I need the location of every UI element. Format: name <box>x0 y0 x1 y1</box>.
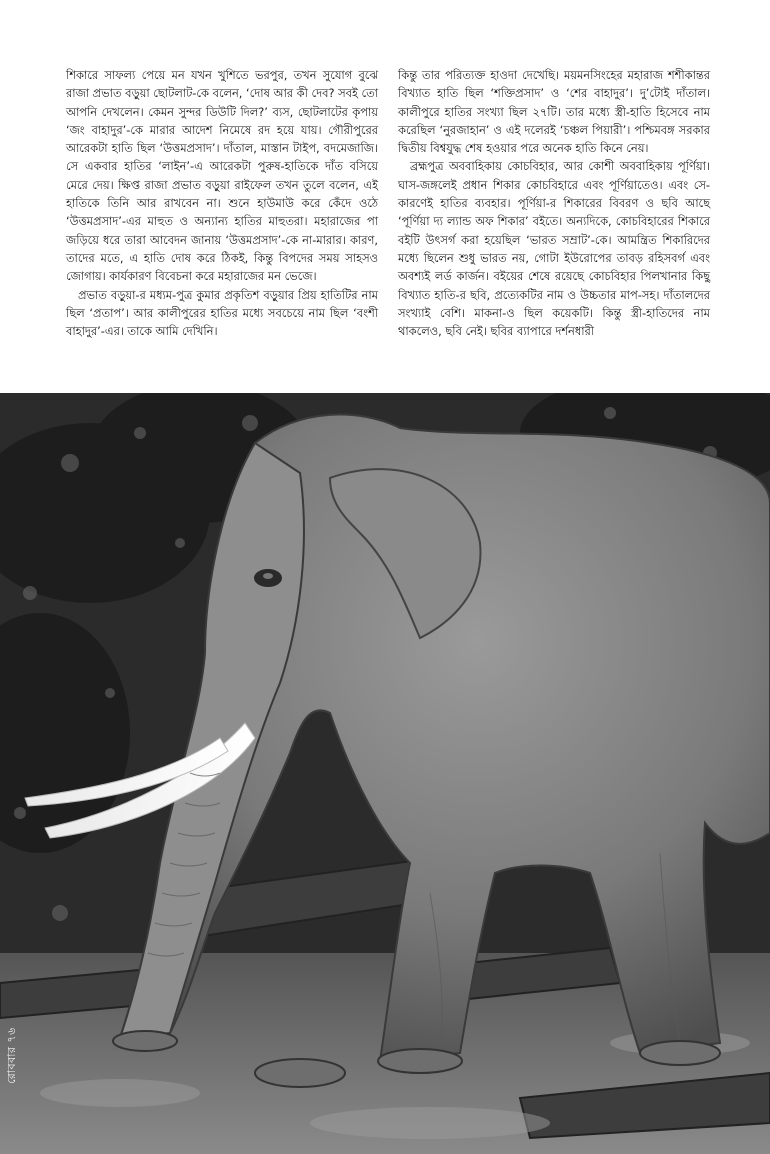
article-paragraph: প্রভাত বড়ুয়া-র মধ্যম-পুত্র কুমার প্রকৃতিশ বড়ুয়ার প্রিয় হাতিটির নাম ছিল ‘প্রতাপ’। আর কালীপুরের হাতির মধ্যে সবচেয়ে নাম ছিল ‘বংশী বাহাদুর’-এর। তাকে আমি দেখিনি। <box>66 287 378 339</box>
article-column-right <box>398 66 710 340</box>
article-text-area <box>0 0 770 393</box>
article-paragraph: শিকারে সাফল্য পেয়ে মন যখন খুশিতে ভরপুর, তখন সুযোগ বুঝে রাজা প্রভাত বড়ুয়া ছোটলাট-কে বলেন, ‘দোষ আর কী দেব? সবই তো আপনি দেখলেন। কেমন সুন্দর ডিউটি দিল?’ ব্যস, ছোটলাটের কৃপায় ‘জং বাহাদুর’-কে মারার আদেশ নিমেষে রদ হয়ে যায়। গৌরীপুরের আরেকটা হাতি ছিল ‘উত্তমপ্রসাদ’। দাঁতাল, মাস্তান টাইপ, বদমেজাজি। সে একবার হাতির ‘লাইন’-এ আরেকটা পুরুষ-হাতিকে দাঁত বসিয়ে মেরে দেয়। ক্ষিপ্ত রাজা প্রভাত বড়ুয়া রাইফেল তখন তুলে বলেন, এই হাতিকে তিনি আর রাখবেন না। শুনে হাউমাউ করে কেঁদে ওঠে ‘উত্তমপ্রসাদ’-এর মাহুত ও অন্যান্য হাতির মাহুতরা। মহারাজের পা জড়িয়ে ধরে তারা আবেদন জানায় ‘উত্তমপ্রসাদ’-কে না-মারার। কারণ, তাদের মতে, এ হাতি দোষ করে ঠিকই, কিন্তু বিপদের সময় সাহসও জোগায়। কার্যকারণ বিবেচনা করে মহারাজের মন ভেজে। <box>66 68 378 284</box>
page-number: রোববার ৭৬ <box>4 1026 18 1084</box>
page-folio <box>4 1010 20 1100</box>
elephant-illustration <box>0 393 770 1154</box>
article-column-left <box>66 66 378 340</box>
article-paragraph: কিন্তু তার পরিত্যক্ত হাওদা দেখেছি। ময়মনসিংহের মহারাজ শশীকান্তর বিখ্যাত হাতি ছিল ‘শক্তিপ্রসাদ’ ও ‘শের বাহাদুর’। দু’টোই দাঁতাল। কালীপুরে হাতির সংখ্যা ছিল ২৭টি। তার মধ্যে স্ত্রী-হাতি হিসেবে নাম করেছিল ‘নুরজাহান’ ও এই দলেরই ‘চঞ্চল পিয়ারী’। পশ্চিমবঙ্গ সরকার দ্বিতীয় বিশ্বযুদ্ধ শেষ হওয়ার পরে অনেক হাতি কিনে নেয়। <box>398 68 710 156</box>
elephant-photo <box>0 393 770 1154</box>
article-paragraph: ব্রহ্মপুত্র অববাহিকায় কোচবিহার, আর কোশী অববাহিকায় পূর্ণিয়া। ঘাস-জঙ্গলেই প্রধান শিকার কোচবিহারে এবং পূর্ণিয়াতেও। এবং সে-কারণেই হাতির ব্যবহার। পূর্ণিয়া-র শিকারের বিবরণ ও ছবি আছে ‘পূর্ণিয়া দ্য ল্যান্ড অফ শিকার’ বইতে। অন্যদিকে, কোচবিহারের শিকারে বইটি উৎসর্গ করা হয়েছিল ‘ভারত সম্রাট’-কে। আমন্ত্রিত শিকারিদের মধ্যে ছিলেন শুধু ভারত নয়, গোটা ইউরোপের তাবড় রহিসবর্গ এবং অবশ্যই লর্ড কার্জন। বইয়ের শেষে রয়েছে কোচবিহার পিলখানার কিছু বিখ্যাত হাতি-র ছবি, প্রত্যেকটির নাম ও উচ্চতার মাপ-সহ। দাঁতালদের সংখ্যাই বেশি। মাকনা-ও ছিল কয়েকটি। কিন্তু স্ত্রী-হাতিদের নাম থাকলেও, ছবি নেই। ছবির ব্যাপারে দর্শনধারী <box>398 159 710 339</box>
